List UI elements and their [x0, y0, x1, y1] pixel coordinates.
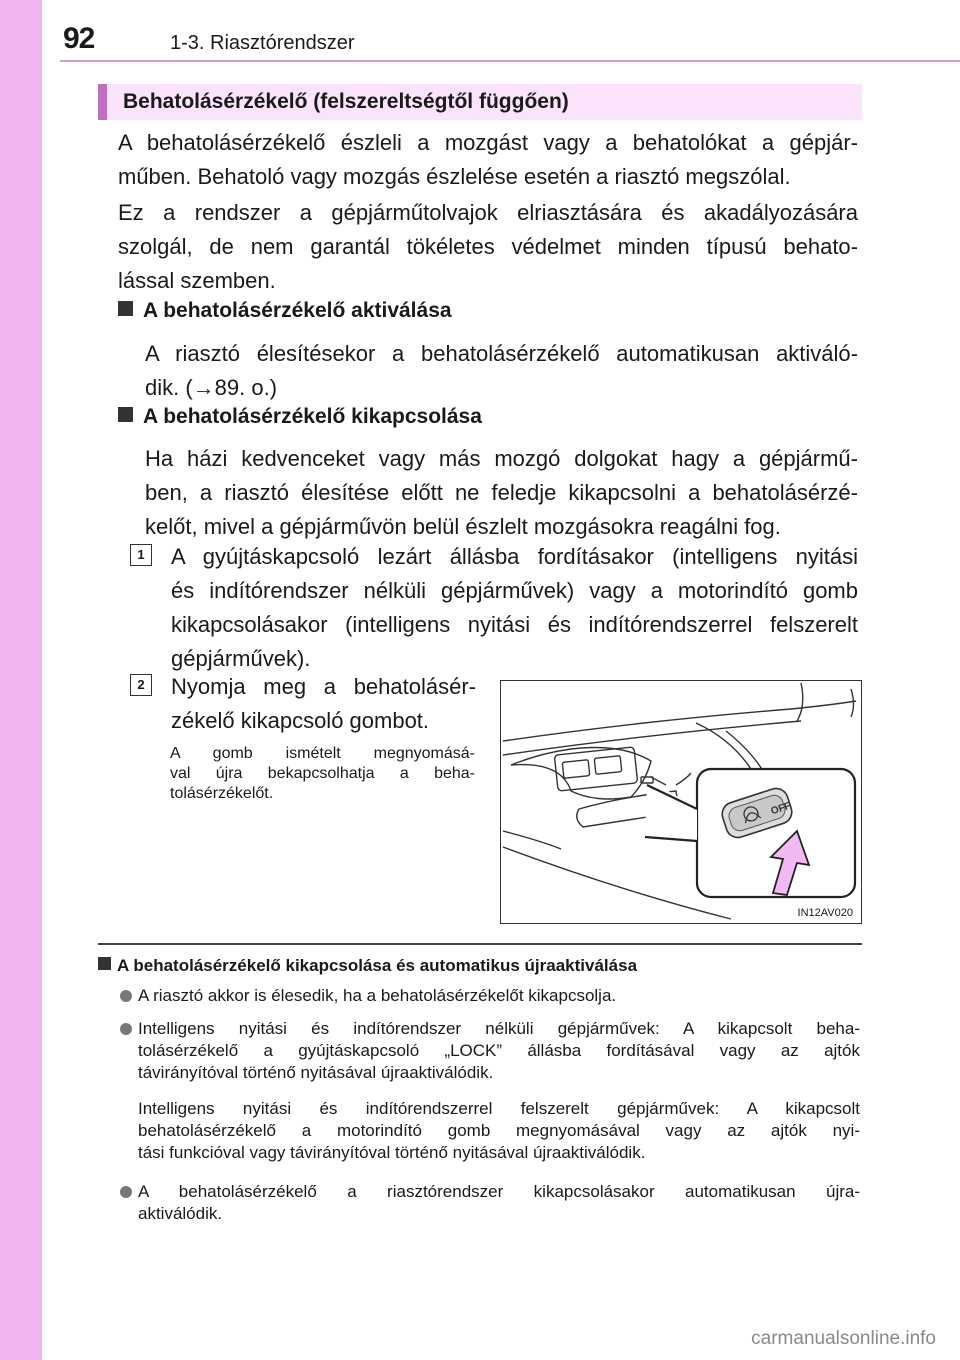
square-bullet-icon: [98, 957, 111, 970]
square-bullet-icon: [118, 407, 133, 422]
intro-paragraph-1: [118, 126, 858, 194]
text-line: Ha házi kedvenceket vagy más mozgó dolgokat hagy a gépjármű-: [145, 446, 858, 471]
text-line: A riasztó élesítésekor a behatolásérzékelő automatikusan aktiváló-: [145, 341, 858, 366]
note-item: [120, 985, 860, 1007]
text-line: A gyújtáskapcsoló lezárt állásba fordításakor (intelligens nyitási: [171, 544, 858, 569]
watermark: carmanualsonline.info: [751, 1328, 936, 1349]
figure-code: IN12AV020: [797, 907, 853, 919]
text-line: Intelligens nyitási és indítórendszer nélküli gépjárművek: A kikapcsolt beha-: [138, 1019, 860, 1038]
text-line: gépjárművek).: [171, 646, 311, 671]
text-line: kelőt, mivel a gépjárművön belül észlelt mozgásokra reagálni fog.: [145, 514, 781, 539]
step-1-text: [171, 540, 858, 676]
text-line: A riasztó akkor is élesedik, ha a behatolásérzékelőt kikapcsolja.: [138, 986, 617, 1005]
activation-heading-text: A behatolásérzékelő aktiválása: [143, 299, 452, 322]
text-line: A behatolásérzékelő észleli a mozgást vagy a behatolókat a gépjár-: [118, 130, 858, 155]
step-2-note: [170, 744, 475, 804]
activation-heading: [118, 299, 452, 323]
text-line: műben. Behatoló vagy mozgás észlelése esetén a riasztó megszólal.: [118, 164, 791, 189]
text-line: Nyomja meg a behatolásér-: [171, 674, 476, 699]
circle-bullet-icon: [120, 1186, 132, 1198]
header-rule: [60, 60, 960, 62]
section-title: Behatolásérzékelő (felszereltségtől függően): [123, 90, 569, 113]
note-item: [120, 1181, 860, 1225]
bottom-rule: [98, 943, 862, 945]
text-line: és indítórendszer nélküli gépjárművek) vagy a motorindító gomb: [171, 578, 858, 603]
notes-heading-text: A behatolásérzékelő kikapcsolása és automatikus újraaktiválása: [117, 956, 638, 975]
step-number-badge: 1: [130, 544, 152, 566]
text-line: zékelő kikapcsoló gombot.: [171, 708, 430, 733]
text-line: kikapcsolásakor (intelligens nyitási és indítórendszerrel felszerelt: [171, 612, 858, 637]
intro-paragraph-2: [118, 196, 858, 298]
text-line: szolgál, de nem garantál tökéletes védelmet minden típusú behato-: [118, 234, 858, 259]
notes-heading: [98, 956, 637, 976]
deactivation-paragraph: [145, 442, 858, 544]
text-line: aktiválódik.: [138, 1204, 223, 1223]
text-line: ben, a riasztó élesítése előtt ne feledje kikapcsolni a behatolásérzé-: [145, 480, 858, 505]
text-line: behatolásérzékelő a motorindító gomb megnyomásával vagy az ajtók nyi-: [138, 1121, 860, 1140]
circle-bullet-icon: [120, 990, 132, 1002]
step-2-text: [171, 670, 476, 738]
page-number: 92: [63, 22, 95, 55]
text-line: Intelligens nyitási és indítórendszerrel felszerelt gépjárművek: A kikapcsolt: [138, 1099, 860, 1118]
text-line: lással szemben.: [118, 268, 276, 293]
text-line: tolásérzékelő a gyújtáskapcsoló „LOCK” állásba fordításával vagy az ajtók: [138, 1041, 860, 1060]
text-line: Ez a rendszer a gépjárműtolvajok elriasztására és akadályozására: [118, 200, 858, 225]
text-line: A gomb ismételt megnyomásá-: [170, 745, 475, 762]
overhead-console-illustration: [501, 681, 861, 923]
section-title-box: [98, 84, 862, 120]
deactivation-heading: [118, 405, 482, 429]
step-number-badge: 2: [130, 674, 152, 696]
note-item: [120, 1018, 860, 1084]
overhead-console-figure: [500, 680, 862, 924]
chapter-title: 1-3. Riasztórendszer: [170, 32, 355, 54]
circle-bullet-icon: [120, 1023, 132, 1035]
side-color-strip: [0, 0, 42, 1360]
off-button-label: OFF: [769, 800, 793, 818]
note-continuation: [120, 1098, 860, 1164]
text-line: A behatolásérzékelő a riasztórendszer kikapcsolásakor automatikusan újra-: [138, 1182, 860, 1201]
deactivation-heading-text: A behatolásérzékelő kikapcsolása: [143, 405, 482, 428]
text-line: val újra bekapcsolhatja a beha-: [170, 765, 475, 782]
text-line: tási funkcióval vagy távirányítóval történő nyitásával újraaktiválódik.: [138, 1143, 646, 1162]
activation-paragraph: [145, 337, 858, 405]
text-line: tolásérzékelőt.: [170, 785, 274, 802]
square-bullet-icon: [118, 301, 133, 316]
text-line: távirányítóval történő nyitásával újraaktiválódik.: [138, 1063, 494, 1082]
text-line: dik. (→89. o.): [145, 375, 278, 400]
